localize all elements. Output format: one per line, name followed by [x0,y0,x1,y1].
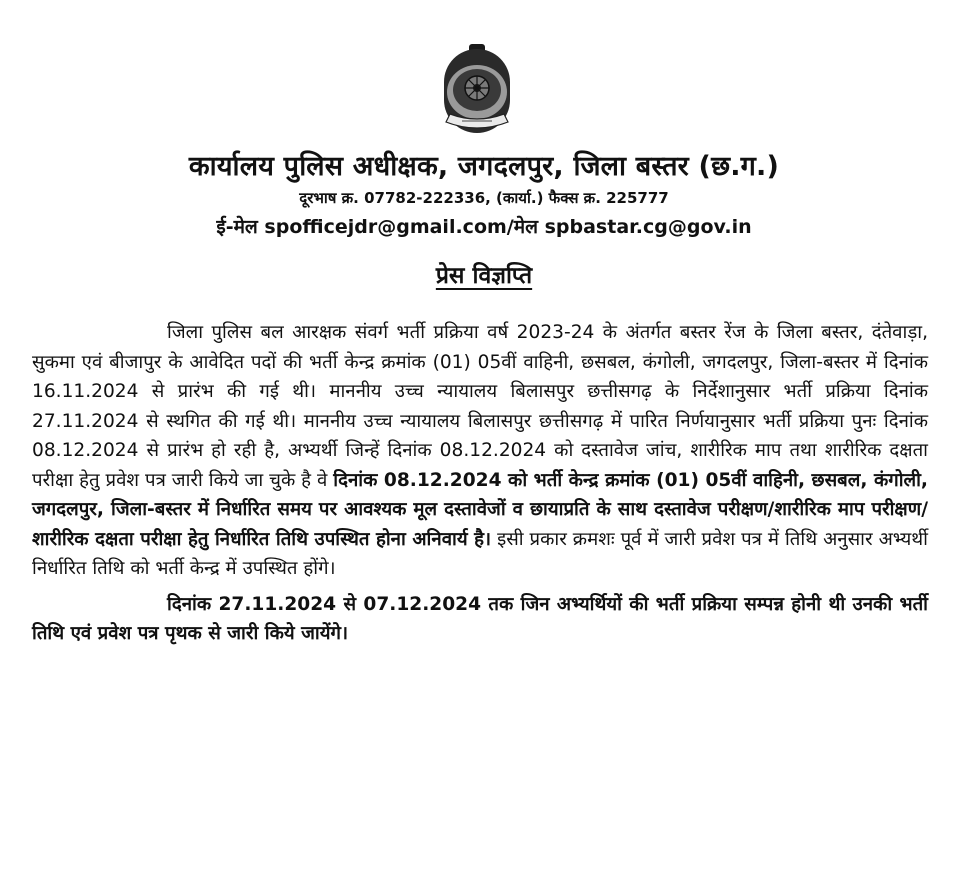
paragraph-1-bold-text: दिनांक 08.12.2024 को भर्ती केन्द्र क्रमांक (01) 05वीं वाहिनी, छसबल, कंगोली, जगदलपुर, जिला-बस्तर में निर्धारित समय पर आवश्यक मूल दस्तावेजों व छायाप्रति के साथ दस्तावेज परीक्षण/शारीरिक माप परीक्षण/शारीरिक दक्षता परीक्षा हेतु निर्धारित तिथि उपस्थित होना अनिवार्य है। [32,469,928,550]
email-line: ई-मेल spofficejdr@gmail.com/मेल spbastar.cg@gov.in [216,216,752,238]
press-release-heading: प्रेस विज्ञप्ति [435,263,533,289]
paragraph-1-text: जिला पुलिस बल आरक्षक संवर्ग भर्ती प्रक्रिया वर्ष 2023-24 के अंतर्गत बस्तर रेंज के जिला बस्तर, दंतेवाड़ा, सुकमा एवं बीजापुर के आवेदित पदों की भर्ती केन्द्र क्रमांक (01) 05वीं वाहिनी, छसबल, कंगोली, जगदलपुर, जिला-बस्तर में दिनांक 16.11.2024 से प्रारंभ की गई थी। माननीय उच्च न्यायालय बिलासपुर छत्तीसगढ़ के निर्देशानुसार भर्ती प्रक्रिया दिनांक 27.11.2024 से स्थगित की गई थी। माननीय उच्च न्यायालय बिलासपुर छत्तीसगढ़ में पारित निर्णयानुसार भर्ती प्रक्रिया पुनः दिनांक 08.12.2024 से प्रारंभ हो रही है, अभ्यर्थी जिन्हें दिनांक 08.12.2024 को दस्तावेज जांच, शारीरिक माप तथा शारीरिक दक्षता परीक्षा हेतु प्रवेश पत्र जारी किये जा चुके है वे [32,322,928,491]
paragraph-1-tail-text: इसी प्रकार क्रमशः पूर्व में जारी प्रवेश पत्र में तिथि अनुसार अभ्यर्थी निर्धारित तिथि को भर्ती केन्द्र में उपस्थित होंगे। [32,528,928,579]
document-heading [0,258,968,290]
document-body [32,318,928,649]
paragraph-2: दिनांक 27.11.2024 से 07.12.2024 तक जिन अभ्यर्थियों की भर्ती प्रक्रिया सम्पन्न होनी थी उनकी भर्ती तिथि एवं प्रवेश पत्र पृथक से जारी किये जायेंगे। [32,593,928,644]
office-title: कार्यालय पुलिस अधीक्षक, जगदलपुर, जिला बस्तर (छ.ग.) [188,151,780,182]
phone-fax-line: दूरभाष क्र. 07782-222336, (कार्या.) फैक्स क्र. 225777 [299,189,669,207]
paragraph-1 [32,318,928,584]
police-emblem-icon [436,42,518,140]
